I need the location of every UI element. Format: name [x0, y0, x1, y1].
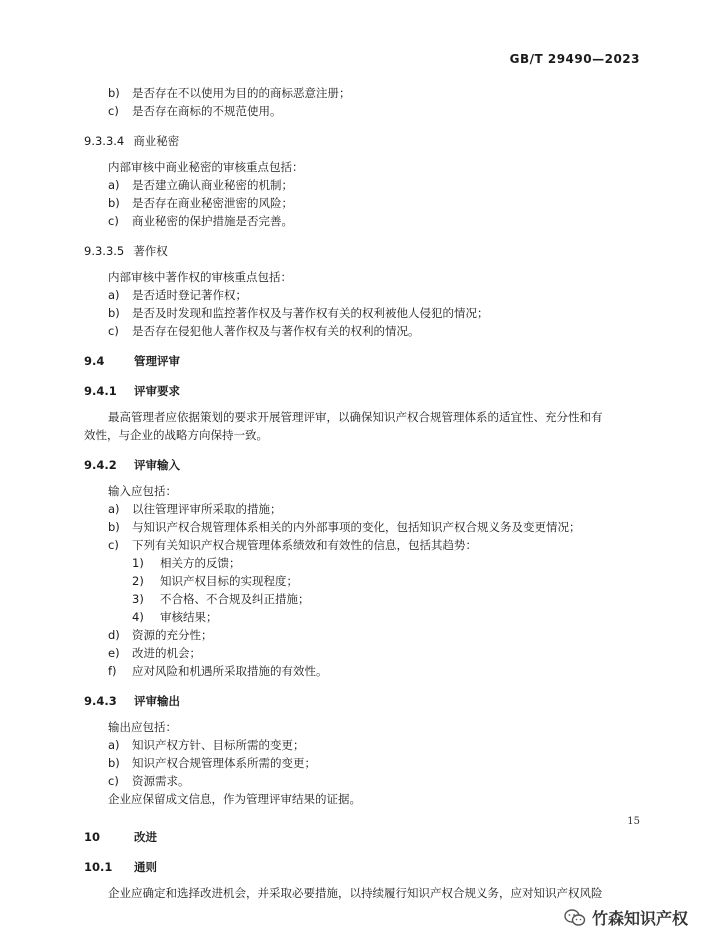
- list-item: [84, 644, 644, 662]
- paragraph-line: 企业应确定和选择改进机会，并采取必要措施，以持续履行知识产权合规义务，应对知识产权风险: [108, 886, 603, 900]
- section-title: 商业秘密: [133, 134, 180, 148]
- list-label: a): [108, 502, 120, 516]
- list-label: c): [108, 324, 119, 338]
- list-item: [84, 500, 644, 518]
- paragraph-line: 效性，与企业的战略方向保持一致。: [84, 428, 268, 442]
- list-text: 应对风险和机遇所采取措施的有效性。: [132, 664, 328, 678]
- section-heading-942: [84, 456, 644, 474]
- list-item: [84, 626, 644, 644]
- list-text: 是否存在商标的不规范使用。: [132, 104, 282, 118]
- section-number: 10.1: [84, 860, 113, 874]
- section-title: 管理评审: [134, 354, 181, 368]
- watermark-text: 竹森知识产权: [591, 909, 688, 928]
- sub-list-label: 2): [132, 574, 144, 588]
- section-heading-941: [84, 382, 644, 400]
- sub-list-item: [84, 554, 644, 572]
- section-title: 著作权: [133, 244, 168, 258]
- closing-statement: 企业应保留成文信息，作为管理评审结果的证据。: [108, 792, 361, 806]
- list-item: [84, 322, 644, 340]
- list-text: 资源需求。: [132, 774, 190, 788]
- sub-list-text: 不合格、不合规及纠正措施；: [160, 592, 310, 606]
- list-text: 是否适时登记著作权；: [132, 288, 247, 302]
- list-text: 商业秘密的保护措施是否完善。: [132, 214, 293, 228]
- standard-code: GB/T 29490—2023: [509, 52, 640, 66]
- section-title: 评审输出: [134, 694, 181, 708]
- section-intro: 内部审核中著作权的审核重点包括：: [108, 270, 292, 284]
- section-heading-9334: [84, 132, 644, 150]
- list-item: [84, 536, 644, 554]
- list-text: 知识产权合规管理体系所需的变更；: [132, 756, 316, 770]
- section-number: 9.4.3: [84, 694, 117, 708]
- section-intro: 输入应包括：: [108, 484, 177, 498]
- list-label: c): [108, 774, 119, 788]
- sub-list-label: 1): [132, 556, 144, 570]
- wechat-icon: [564, 909, 586, 927]
- page-number: 15: [627, 816, 640, 827]
- section-number: 9.4: [84, 354, 105, 368]
- list-label: b): [108, 520, 120, 534]
- section-number: 9.4.2: [84, 458, 117, 472]
- list-label: b): [108, 196, 120, 210]
- section-heading-101: [84, 858, 644, 876]
- sub-list-label: 3): [132, 592, 144, 606]
- list-label: c): [108, 214, 119, 228]
- list-item: [84, 772, 644, 790]
- list-item: [84, 84, 644, 102]
- paragraph-line: 最高管理者应依据策划的要求开展管理评审，以确保知识产权合规管理体系的适宜性、充分性和有: [108, 410, 603, 424]
- list-label: d): [108, 628, 120, 642]
- list-item: [84, 754, 644, 772]
- section-number: 9.3.3.5: [84, 244, 125, 258]
- list-label: b): [108, 756, 120, 770]
- list-text: 以往管理评审所采取的措施；: [132, 502, 282, 516]
- list-text: 是否存在不以使用为目的的商标恶意注册；: [132, 86, 351, 100]
- document-body: [84, 84, 644, 902]
- sub-list-text: 知识产权目标的实现程度；: [160, 574, 298, 588]
- section-title: 通则: [134, 860, 158, 874]
- section-title: 改进: [134, 830, 158, 844]
- list-item: [84, 102, 644, 120]
- section-heading-943: [84, 692, 644, 710]
- section-heading-9335: [84, 242, 644, 260]
- list-item: [84, 194, 644, 212]
- section-title: 评审输入: [134, 458, 181, 472]
- section-intro: 内部审核中商业秘密的审核重点包括：: [108, 160, 304, 174]
- list-label: a): [108, 288, 120, 302]
- section-heading-94: [84, 352, 644, 370]
- list-text: 知识产权方针、目标所需的变更；: [132, 738, 305, 752]
- list-label: c): [108, 104, 119, 118]
- list-label: b): [108, 306, 120, 320]
- list-text: 是否建立确认商业秘密的机制；: [132, 178, 293, 192]
- list-item: [84, 304, 644, 322]
- list-text: 与知识产权合规管理体系相关的内外部事项的变化，包括知识产权合规义务及变更情况；: [132, 520, 581, 534]
- section-title: 评审要求: [134, 384, 181, 398]
- sub-list-text: 审核结果；: [160, 610, 218, 624]
- sub-list-item: [84, 590, 644, 608]
- list-item: [84, 212, 644, 230]
- section-number: 10: [84, 830, 101, 844]
- section-heading-10: [84, 828, 644, 846]
- list-item: [84, 286, 644, 304]
- list-label: a): [108, 178, 120, 192]
- list-text: 是否存在侵犯他人著作权及与著作权有关的权利的情况。: [132, 324, 420, 338]
- list-item: [84, 736, 644, 754]
- sub-list-label: 4): [132, 610, 144, 624]
- list-text: 是否及时发现和监控著作权及与著作权有关的权利被他人侵犯的情况；: [132, 306, 489, 320]
- section-number: 9.4.1: [84, 384, 117, 398]
- section-number: 9.3.3.4: [84, 134, 125, 148]
- list-label: a): [108, 738, 120, 752]
- watermark: [564, 906, 688, 929]
- list-text: 是否存在商业秘密泄密的风险；: [132, 196, 293, 210]
- list-label: b): [108, 86, 120, 100]
- sub-list-text: 相关方的反馈；: [160, 556, 241, 570]
- list-label: f): [108, 664, 117, 678]
- section-intro: 输出应包括：: [108, 720, 177, 734]
- list-text: 下列有关知识产权合规管理体系绩效和有效性的信息，包括其趋势：: [132, 538, 477, 552]
- list-item: [84, 176, 644, 194]
- list-label: e): [108, 646, 120, 660]
- list-text: 改进的机会；: [132, 646, 201, 660]
- sub-list-item: [84, 608, 644, 626]
- list-item: [84, 518, 644, 536]
- sub-list-item: [84, 572, 644, 590]
- list-label: c): [108, 538, 119, 552]
- list-item: [84, 662, 644, 680]
- list-text: 资源的充分性；: [132, 628, 213, 642]
